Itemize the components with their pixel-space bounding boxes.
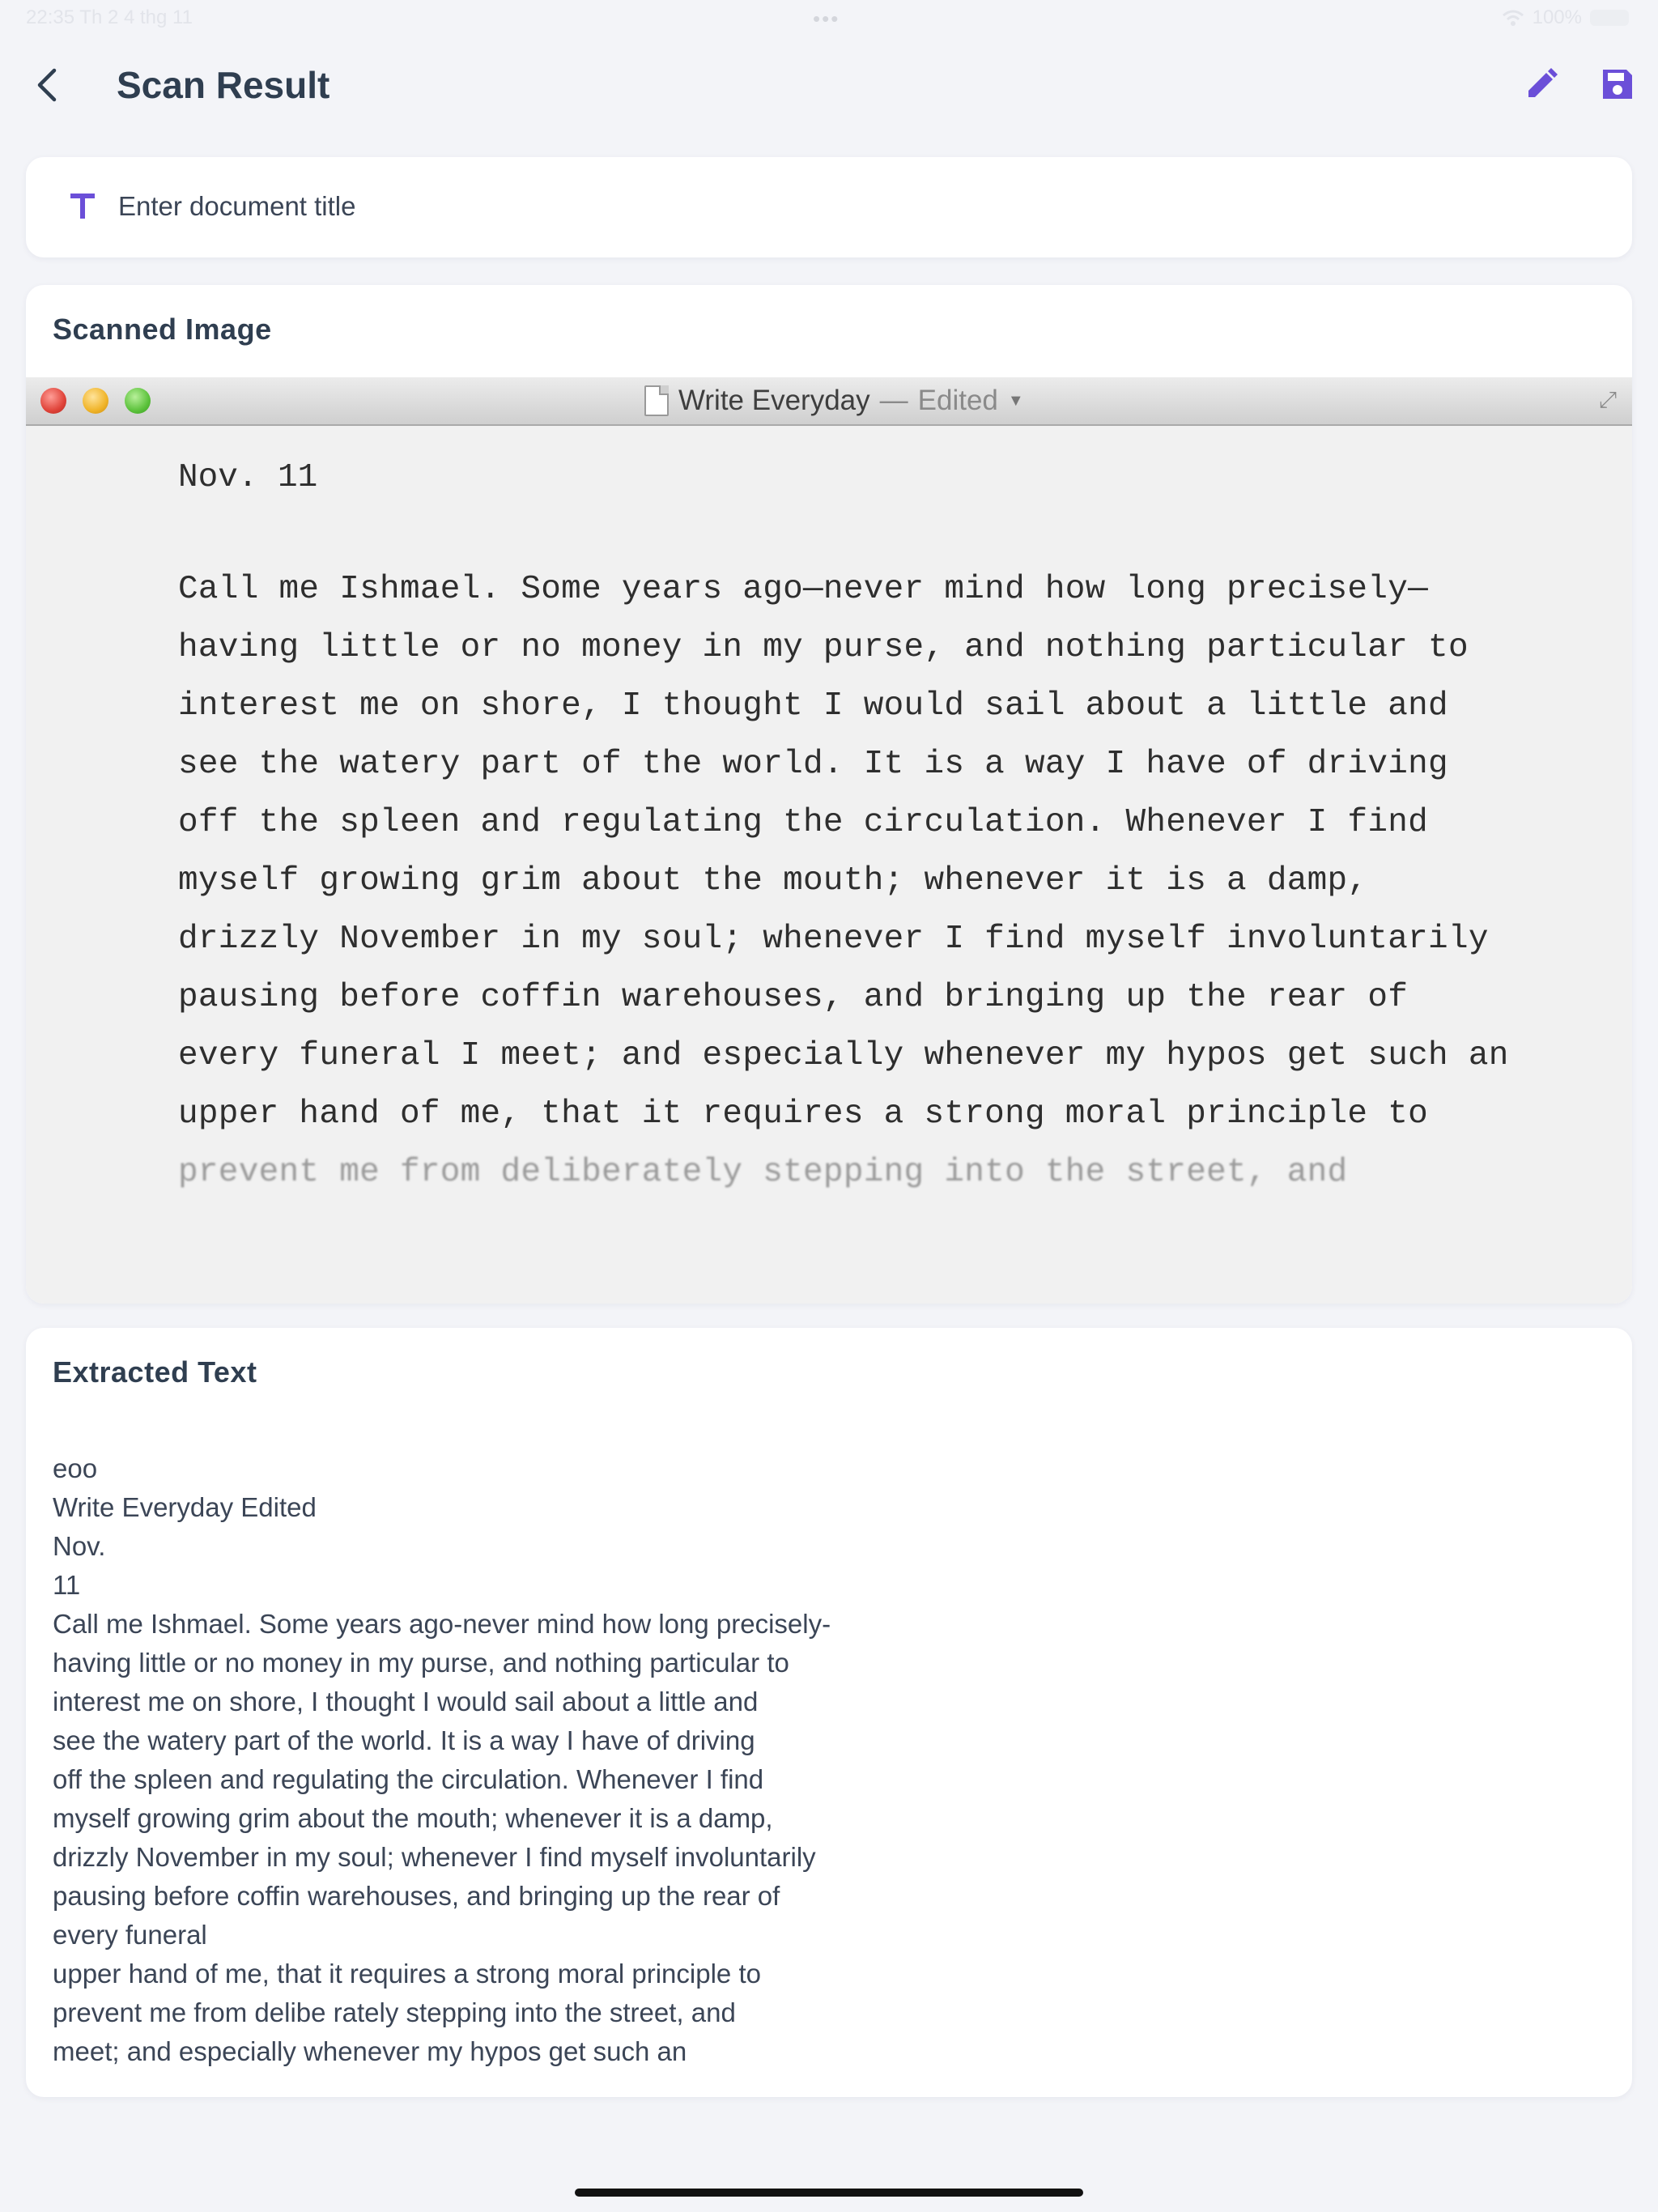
scanned-lines <box>178 560 1509 1202</box>
extracted-line: interest me on shore, I thought I would sail about a little and <box>53 1687 759 1716</box>
scanned-document-text <box>178 458 1509 1202</box>
zoom-dot-icon <box>125 388 151 414</box>
document-title-card <box>26 157 1632 257</box>
scanned-date: Nov. 11 <box>178 459 318 496</box>
extracted-line: eoo <box>53 1453 98 1483</box>
scanned-line: upper hand of me, that it requires a strong moral principle to <box>178 1095 1429 1133</box>
battery-percent: 100% <box>1532 6 1582 28</box>
floppy-disk-icon <box>1601 67 1635 101</box>
scanned-line: off the spleen and regulating the circulation. Whenever I find <box>178 804 1429 841</box>
text-t-icon <box>58 181 107 230</box>
document-icon <box>644 385 669 416</box>
scanned-image-heading: Scanned Image <box>53 313 272 346</box>
extracted-line: having little or no money in my purse, and nothing particular to <box>53 1648 789 1678</box>
scanned-line: every funeral I meet; and especially whenever my hypos get such an <box>178 1037 1509 1074</box>
status-right <box>1502 6 1629 29</box>
window-title-text: Write Everyday <box>678 385 870 416</box>
extracted-line: myself growing grim about the mouth; whenever it is a damp, <box>53 1803 773 1833</box>
window-title <box>644 384 1024 418</box>
scanned-image[interactable] <box>26 377 1632 1304</box>
extracted-line: prevent me from delibe rately stepping into the street, and <box>53 1997 736 2027</box>
extracted-line: Nov. <box>53 1531 106 1561</box>
scanned-line: myself growing grim about the mouth; whenever it is a damp, <box>178 862 1368 900</box>
home-indicator[interactable] <box>575 2189 1083 2197</box>
scanned-line: see the watery part of the world. It is a way I have of driving <box>178 746 1448 783</box>
extracted-line: upper hand of me, that it requires a strong moral principle to <box>53 1959 761 1989</box>
battery-icon <box>1590 10 1629 26</box>
scanned-line: Call me Ishmael. Some years ago—never mind how long precisely— <box>178 571 1429 608</box>
extracted-line: meet; and especially whenever my hypos get such an <box>53 2036 687 2066</box>
status-bar <box>0 0 1658 39</box>
multitasking-dots[interactable]: ••• <box>813 6 840 31</box>
caret-down-icon: ▼ <box>1007 391 1024 410</box>
page-title: Scan Result <box>117 64 330 106</box>
status-time: 22:35 Th 2 4 thg 11 <box>26 6 193 28</box>
window-edited-status: Edited <box>917 385 998 416</box>
extracted-line: pausing before coffin warehouses, and bringing up the rear of <box>53 1881 780 1911</box>
wifi-icon <box>1502 9 1524 27</box>
extracted-line: see the watery part of the world. It is a way I have of driving <box>53 1725 755 1755</box>
edit-button[interactable] <box>1519 62 1564 107</box>
extracted-text-heading: Extracted Text <box>53 1355 257 1389</box>
back-button[interactable] <box>24 62 71 108</box>
save-button[interactable] <box>1595 62 1640 107</box>
scanned-line: drizzly November in my soul; whenever I find myself involuntarily <box>178 921 1489 958</box>
extracted-text[interactable] <box>53 1449 1591 2071</box>
minimize-dot-icon <box>83 388 108 414</box>
scanned-line: interest me on shore, I thought I would sail about a little and <box>178 687 1448 725</box>
extracted-line: drizzly November in my soul; whenever I find myself involuntarily <box>53 1842 816 1872</box>
scanned-line: having little or no money in my purse, and nothing particular to <box>178 629 1469 666</box>
close-dot-icon <box>40 388 66 414</box>
window-titlebar <box>26 377 1632 426</box>
scanned-image-card <box>26 285 1632 1304</box>
scanned-line: prevent me from deliberately stepping into the street, and <box>178 1154 1348 1191</box>
fullscreen-arrows-icon: ⤢ <box>1598 386 1618 412</box>
scanned-line: pausing before coffin warehouses, and bringing up the rear of <box>178 979 1409 1016</box>
extracted-line: off the spleen and regulating the circulation. Whenever I find <box>53 1764 764 1794</box>
extracted-line: Write Everyday Edited <box>53 1492 317 1522</box>
pencil-icon <box>1524 66 1559 102</box>
extracted-text-card <box>26 1328 1632 2097</box>
extracted-line: Call me Ishmael. Some years ago-never mind how long precisely- <box>53 1609 831 1639</box>
chevron-left-icon <box>33 67 62 103</box>
extracted-line: every funeral <box>53 1920 207 1950</box>
extracted-line: 11 <box>53 1570 81 1600</box>
window-title-separator: — <box>879 385 908 416</box>
document-title-input[interactable] <box>117 181 1593 232</box>
app-header <box>0 49 1658 121</box>
